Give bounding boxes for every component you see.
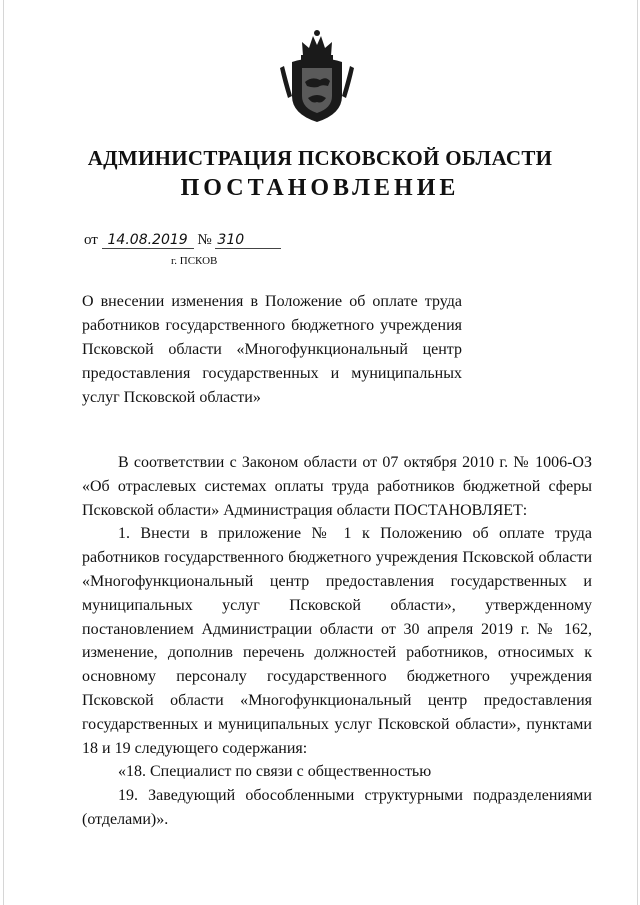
document-body bbox=[82, 451, 592, 832]
document-subject: О внесении изменения в Положение об оплате труда работников государственного бюджетного учреждения Псковской области «Многофункциональный центр предоставления государственных и муниципальных услуг Псковской области» bbox=[82, 293, 462, 406]
document-type-title: ПОСТАНОВЛЕНИЕ bbox=[180, 175, 460, 201]
number-sign: № bbox=[197, 232, 212, 248]
body-paragraph-preamble: В соответствии с Законом области от 07 октября 2010 г. № 1006-ОЗ «Об отраслевых системах оплаты труда работников бюджетной сферы Псковской области» Администрация области ПОСТАНОВЛЯЕТ: bbox=[82, 454, 592, 519]
document-number: 310 bbox=[215, 233, 281, 249]
scan-edge-left bbox=[3, 0, 4, 905]
document-date: 14.08.2019 bbox=[102, 233, 194, 249]
date-number-line bbox=[84, 232, 281, 249]
body-paragraph-item-18: «18. Специалист по связи с общественностью bbox=[118, 763, 432, 781]
body-paragraph-item-19: 19. Заведующий обособленными структурными подразделениями (отделами)». bbox=[82, 787, 592, 828]
date-prefix: от bbox=[84, 232, 98, 248]
organization-title: АДМИНИСТРАЦИЯ ПСКОВСКОЙ ОБЛАСТИ bbox=[87, 146, 553, 170]
scan-edge-right bbox=[637, 0, 638, 905]
body-paragraph-item-1: 1. Внести в приложение № 1 к Положению об оплате труда работников государственного бюджетного учреждения Псковской области «Многофункциональный центр предоставления государственных и муниципальных услуг Псковской области», утвержденному постановлением Администрации области от 30 апреля 2019 г. № 162, изменение, дополнив перечень должностей работников, относимых к основному персоналу государственного бюджетного учреждения Псковской области «Многофункциональный центр предоставления государственных и муниципальных услуг Псковской области», пунктами 18 и 19 следующего содержания: bbox=[82, 525, 592, 757]
city-label: г. ПСКОВ bbox=[171, 255, 218, 267]
coat-of-arms-icon bbox=[272, 26, 362, 126]
